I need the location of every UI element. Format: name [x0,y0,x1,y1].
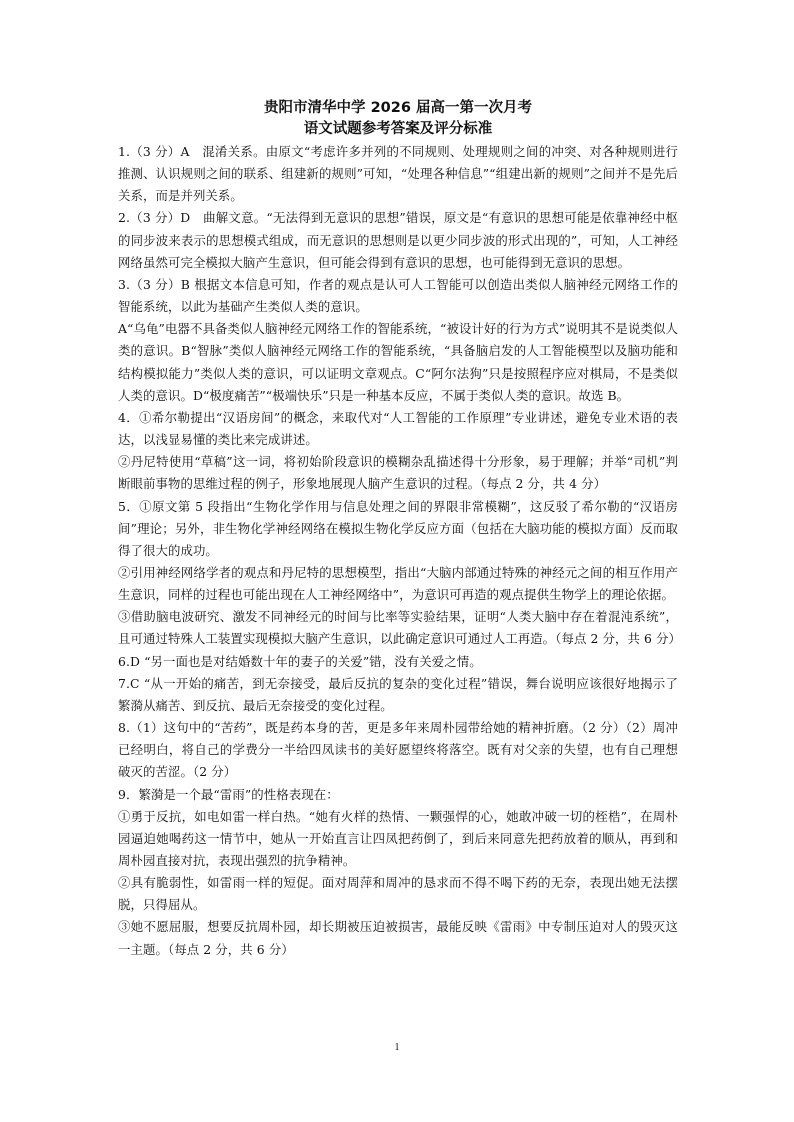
answer-9-point-1: ①勇于反抗，如电如雷一样白热。“她有火样的热情、一颗强悍的心，她敢冲破一切的桎梏”，在周朴园逼迫她喝药这一情节中，她从一开始直言让四凤把药倒了，到后来同意先把药放着的顺从，再到和周朴园直接对抗，表现出强烈的抗争精神。 [118,808,678,868]
document-page [118,98,682,961]
answer-9: 9．繁漪是一个最“雷雨”的性格表现在： [118,786,339,802]
answer-body [118,141,682,961]
answer-7: 7.C “从一开始的痛苦，到无奈接受，最后反抗的复杂的变化过程”错误，舞台说明应该很好地揭示了繁漪从痛苦、到反抗、最后无奈接受的变化过程。 [118,675,678,713]
answer-9-point-3: ③她不愿屈服，想要反抗周朴园，却长期被压迫被损害，最能反映《雷雨》中专制压迫对人的毁灭这一主题。（每点 2 分，共 6 分） [118,919,678,957]
answer-2: 2.（3 分）D 曲解文意。“无法得到无意识的思想”错误，原文是“有意识的思想可能是依靠神经中枢的同步波来表示的思想模式组成，而无意识的思想则是以更少同步波的形式出现的”，可知，人工神经网络虽然可完全模拟大脑产生意识，但可能会得到有意识的思想，也可能得到无意识的思想。 [118,210,678,270]
answer-4-point-2: ②丹尼特使用“草稿”这一词，将初始阶段意识的模糊杂乱描述得十分形象，易于理解；并举“司机”判断眼前事物的思维过程的例子，形象地展现人脑产生意识的过程。（每点 2 分，共 4 分） [118,454,678,492]
answer-9-point-2: ②具有脆弱性，如雷雨一样的短促。面对周萍和周冲的恳求而不得不喝下药的无奈，表现出她无法摆脱，只得屈从。 [118,875,678,913]
answer-8: 8.（1）这句中的“苦药”，既是药本身的苦，更是多年来周朴园带给她的精神折磨。（2 分）（2）周冲已经明白，将自己的学费分一半给四凤读书的美好愿望终将落空。既有对父亲的失望，也有自己理想破灭的苦涩。（2 分） [118,720,678,780]
page-number: 1 [394,1042,400,1053]
answer-3: 3.（3 分）B 根据文本信息可知，作者的观点是认可人工智能可以创造出类似人脑神经元网络工作的智能系统，以此为基础产生类似人类的意识。 [118,276,678,315]
answer-3-detail: A“乌龟”电器不具备类似人脑神经元网络工作的智能系统，“被设计好的行为方式”说明其不是说类似人类的意识。B“智脉”类似人脑神经元网络工作的智能系统，“具备脑启发的人工智能模型以及脑功能和结构模拟能力”类似人类的意识，可以证明文章观点。C“阿尔法狗”只是按照程序应对棋局，不是类似人类的意识。D“极度痛苦”“极端快乐”只是一种基本反应，不属于类似人类的意识。故选 B。 [118,321,678,403]
answer-4-point-1: 4．①希尔勒提出“汉语房间”的概念，来取代对“人工智能的工作原理”专业讲述，避免专业术语的表达，以浅显易懂的类比来完成讲述。 [118,409,678,448]
document-title [118,98,678,140]
answer-1: 1.（3 分）A 混淆关系。由原文“考虑许多并列的不同规则、处理规则之间的冲突、对各种规则进行推测、认识规则之间的联系、组建新的规则”可知，“处理各种信息”“组建出新的规则”之间并不是先后关系，而是并列关系。 [118,144,678,204]
answer-5-point-1: 5．①原文第 5 段指出“生物化学作用与信息处理之间的界限非常模糊”，这反驳了希尔勒的“汉语房间”理论；另外，非生物化学神经网络在模拟生物化学反应方面（包括在大脑功能的模拟方面）反而取得了很大的成功。 [118,498,678,558]
title-line-1: 贵阳市清华中学 2026 届高一第一次月考 [264,100,532,116]
title-line-2: 语文试题参考答案及评分标准 [303,121,493,137]
answer-5-point-3: ③借助脑电波研究、激发不同神经元的时间与比率等实验结果，证明“人类大脑中存在着混沌系统”，且可通过特殊人工装置实现模拟大脑产生意识，以此确定意识可通过人工再造。（每点 2 分，共 6 分） [118,609,682,647]
answer-6: 6.D “另一面也是对结婚数十年的妻子的关爱”错，没有关爱之情。 [118,653,482,669]
answer-5-point-2: ②引用神经网络学者的观点和丹尼特的思想模型，指出“大脑内部通过特殊的神经元之间的相互作用产生意识，同样的过程也可能出现在人工神经网络中”，为意识可再造的观点提供生物学上的理论依据。 [118,564,678,603]
